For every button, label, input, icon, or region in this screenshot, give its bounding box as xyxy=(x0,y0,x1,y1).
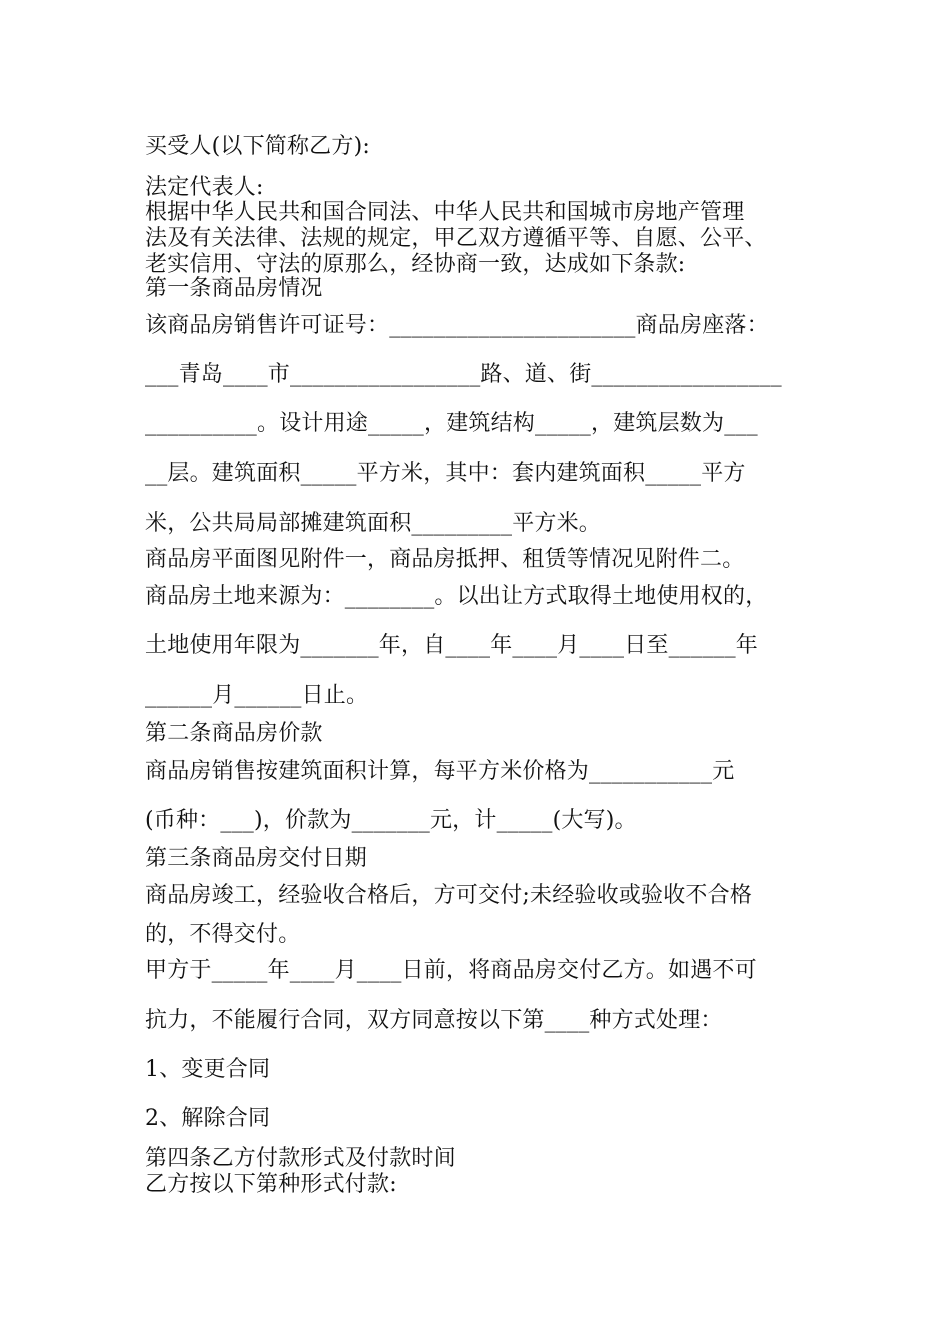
buyer-line: 买受人(以下简称乙方): xyxy=(145,134,370,159)
article-3-heading: 第三条商品房交付日期 xyxy=(145,846,368,871)
land-term-line: 土地使用年限为_______年，自____年____月____日至______年 xyxy=(145,633,759,658)
delivery-line-1: 商品房竣工，经验收合格后，方可交付;未经验收或验收不合格 xyxy=(145,883,753,908)
preamble-line-3: 老实信用、守法的原那么，经协商一致，达成如下条款: xyxy=(145,252,686,277)
area-line: __层。建筑面积_____平方米，其中：套内建筑面积_____平方 xyxy=(145,461,746,486)
option-1-line: 1、变更合同 xyxy=(145,1057,271,1082)
legal-rep-line: 法定代表人: xyxy=(145,175,264,200)
delivery-line-2: 的，不得交付。 xyxy=(145,922,301,947)
attachment-line: 商品房平面图见附件一，商品房抵押、租赁等情况见附件二。 xyxy=(145,547,745,572)
usage-line: __________。设计用途_____，建筑结构_____，建筑层数为___ xyxy=(145,411,758,436)
shared-area-line: 米，公共局局部摊建筑面积_________平方米。 xyxy=(145,511,602,536)
article-1-heading: 第一条商品房情况 xyxy=(145,276,323,301)
force-majeure-line: 抗力，不能履行合同，双方同意按以下第____种方式处理： xyxy=(145,1008,723,1033)
land-term-end-line: ______月______日止。 xyxy=(145,683,369,708)
article-2-heading: 第二条商品房价款 xyxy=(145,721,323,746)
currency-line: (币种：___)，价款为_______元，计_____(大写)。 xyxy=(145,808,637,833)
land-source-line: 商品房土地来源为：________。以出让方式取得土地使用权的， xyxy=(145,584,768,609)
delivery-date-line: 甲方于_____年____月____日前，将商品房交付乙方。如遇不可 xyxy=(145,958,757,983)
payment-line: 乙方按以下第种形式付款: xyxy=(145,1172,397,1197)
license-line: 该商品房销售许可证号：______________________商品房座落： xyxy=(145,313,769,338)
preamble-line-1: 根据中华人民共和国合同法、中华人民共和国城市房地产管理 xyxy=(145,200,745,225)
article-4-heading: 第四条乙方付款形式及付款时间 xyxy=(145,1146,456,1171)
option-2-line: 2、解除合同 xyxy=(145,1106,271,1131)
location-line: ___青岛____市_________________路、道、街_________________ xyxy=(145,362,782,387)
preamble-line-2: 法及有关法律、法规的规定，甲乙双方遵循平等、自愿、公平、 xyxy=(145,226,767,251)
price-line: 商品房销售按建筑面积计算，每平方米价格为___________元 xyxy=(145,759,735,784)
